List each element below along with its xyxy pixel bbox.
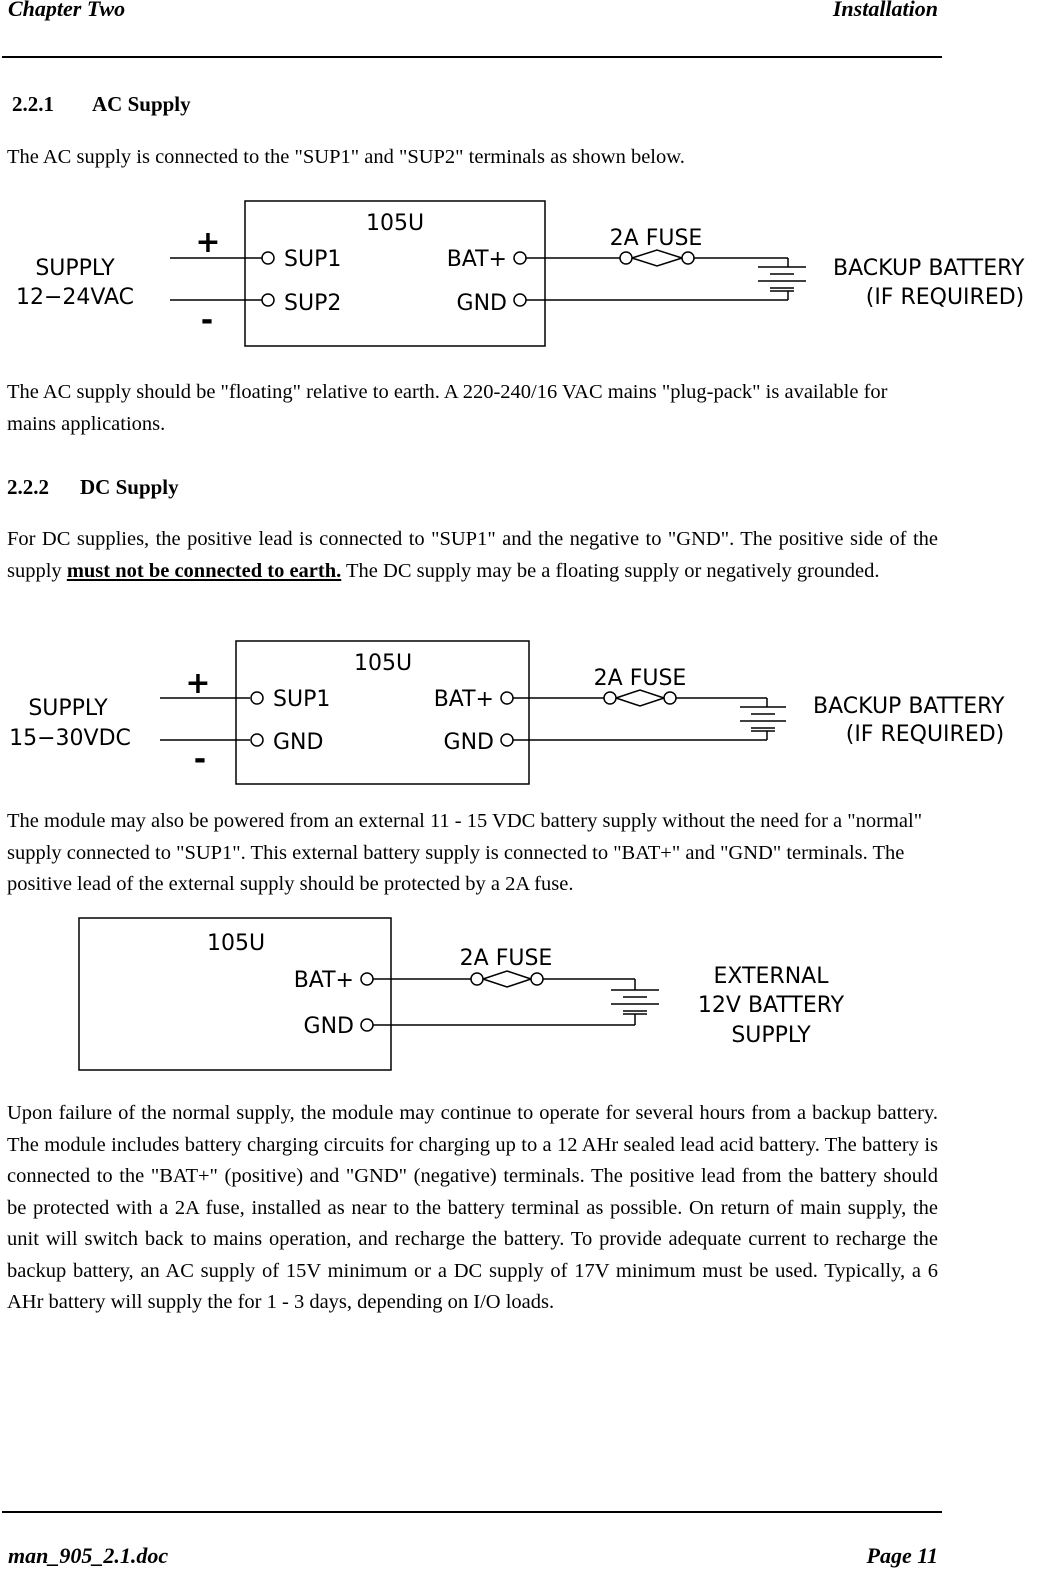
terminal-icon bbox=[361, 1019, 373, 1031]
external-battery-diagram bbox=[0, 912, 1058, 1077]
ac-floating-note: The AC supply should be "floating" relative to earth. A 220-240/16 VAC mains "plug-pack" is available for mains applications. bbox=[7, 381, 888, 435]
plus-sign: + bbox=[185, 666, 211, 701]
supply-label: SUPPLY bbox=[731, 1023, 811, 1048]
terminal-gnd-label: GND bbox=[443, 730, 494, 755]
footer-rule bbox=[2, 1511, 942, 1513]
page-footer bbox=[8, 1543, 938, 1573]
terminal-icon bbox=[514, 294, 526, 306]
dc-supply-diagram bbox=[0, 635, 1058, 795]
battery-icon bbox=[758, 267, 806, 291]
terminal-icon bbox=[501, 734, 513, 746]
terminal-sup2-label: SUP2 bbox=[284, 291, 342, 316]
dc-supply-label: SUPPLY bbox=[28, 696, 108, 721]
ac-supply-heading: 2.2.1 AC Supply bbox=[12, 92, 191, 116]
fuse-icon bbox=[471, 973, 483, 985]
terminal-icon bbox=[514, 252, 526, 264]
module-label: 105U bbox=[206, 931, 266, 956]
terminal-icon bbox=[251, 692, 263, 704]
earth-warning: must not be connected to earth. bbox=[66, 559, 342, 582]
terminal-bat-label: BAT+ bbox=[293, 968, 354, 993]
terminal-gnd-label: GND bbox=[303, 1014, 354, 1039]
ac-supply-diagram bbox=[0, 190, 1058, 355]
terminal-icon bbox=[251, 734, 263, 746]
terminal-gnd-label: GND bbox=[273, 730, 324, 755]
fuse-label: 2A FUSE bbox=[459, 946, 553, 971]
chapter-title: Chapter Two bbox=[8, 0, 126, 21]
terminal-bat-label: BAT+ bbox=[446, 247, 507, 272]
document-filename: man_905_2.1.doc bbox=[8, 1543, 169, 1568]
if-required-label: (IF REQUIRED) bbox=[845, 722, 1005, 747]
battery-icon bbox=[740, 707, 786, 731]
terminal-sup1-label: SUP1 bbox=[284, 247, 342, 272]
battery-voltage-label: 12V BATTERY bbox=[697, 993, 845, 1018]
terminal-icon bbox=[501, 692, 513, 704]
module-label: 105U bbox=[353, 651, 413, 676]
fuse-icon bbox=[620, 252, 632, 264]
terminal-gnd-label: GND bbox=[456, 291, 507, 316]
minus-sign: - bbox=[193, 742, 207, 777]
fuse-label: 2A FUSE bbox=[593, 666, 687, 691]
backup-battery-label: BACKUP BATTERY bbox=[813, 694, 1005, 719]
ac-supply-label: SUPPLY bbox=[35, 256, 115, 281]
ac-supply-range: 12−24VAC bbox=[15, 285, 135, 310]
dc-supply-heading: 2.2.2 DC Supply bbox=[7, 475, 179, 499]
battery-icon bbox=[611, 990, 659, 1014]
minus-sign: - bbox=[200, 303, 214, 338]
external-battery-paragraph: The module may also be powered from an external 11 - 15 VDC battery supply without the need for a "normal" supply connected to "SUP1". This external battery supply is connected to "BAT+" and "GND" terminals. The positive lead of the external supply should be protected by a 2A fuse. bbox=[7, 810, 923, 895]
terminal-icon bbox=[262, 294, 274, 306]
external-label: EXTERNAL bbox=[713, 964, 829, 989]
ac-intro-paragraph: The AC supply is connected to the "SUP1" and "SUP2" terminals as shown below. bbox=[7, 146, 685, 168]
dc-intro-paragraph: For DC supplies, the positive lead is connected to "SUP1" and the negative to "GND". The positive side of the supply must not be connected to earth. The DC supply may be a floating supply or negatively grounded. bbox=[7, 528, 938, 582]
terminal-icon bbox=[262, 252, 274, 264]
page-number: Page 11 bbox=[866, 1543, 938, 1568]
module-label: 105U bbox=[365, 211, 425, 236]
terminal-bat-label: BAT+ bbox=[433, 687, 494, 712]
section-title: Installation bbox=[832, 0, 938, 21]
header-rule bbox=[2, 56, 942, 58]
backup-battery-paragraph: Upon failure of the normal supply, the module may continue to operate for several hours from a backup battery. The module includes battery charging circuits for charging up to a 12 AHr sealed lead acid battery. The battery is connected to the "BAT+" (positive) and "GND" (negative) terminals. The positive lead from the battery should be protected with a 2A fuse, installed as near to the battery terminal as possible. On return of main supply, the unit will switch back to mains operation, and recharge the battery. To provide adequate current to recharge the backup battery, an AC supply of 15V minimum or a DC supply of 17V minimum must be used. Typically, a 6 AHr battery will supply the for 1 - 3 days, depending on I/O loads. bbox=[7, 1102, 938, 1313]
backup-battery-label: BACKUP BATTERY bbox=[833, 256, 1025, 281]
page-header bbox=[8, 0, 938, 26]
dc-supply-range: 15−30VDC bbox=[9, 726, 131, 751]
fuse-label: 2A FUSE bbox=[609, 226, 703, 251]
fuse-icon bbox=[604, 692, 616, 704]
plus-sign: + bbox=[195, 225, 221, 260]
terminal-icon bbox=[361, 973, 373, 985]
if-required-label: (IF REQUIRED) bbox=[865, 285, 1025, 310]
terminal-sup1-label: SUP1 bbox=[273, 687, 331, 712]
